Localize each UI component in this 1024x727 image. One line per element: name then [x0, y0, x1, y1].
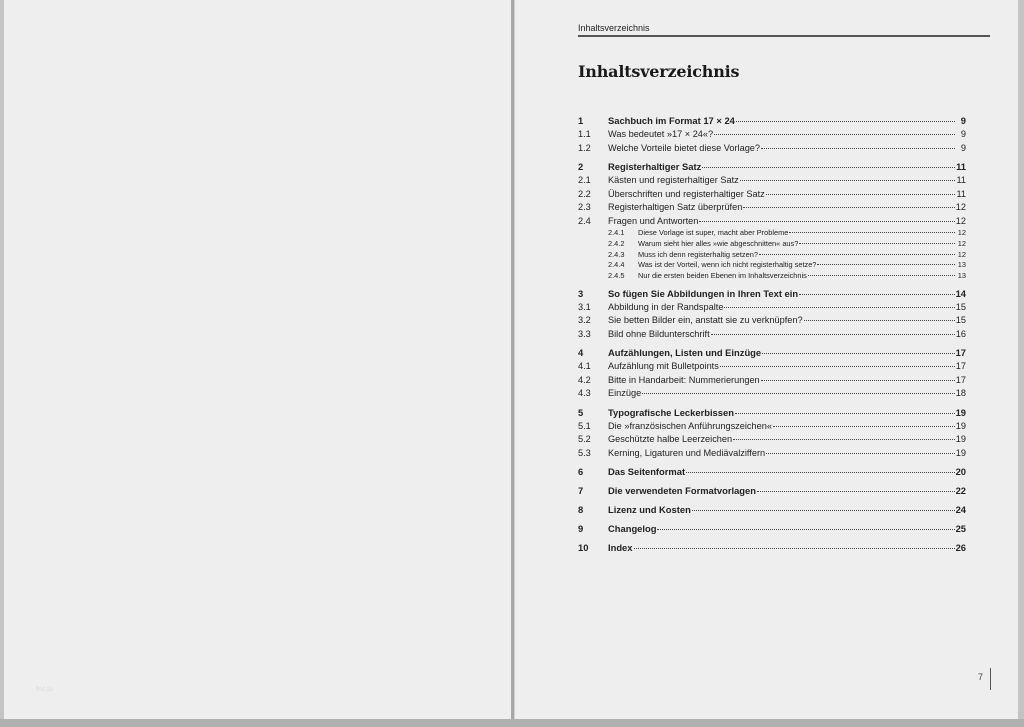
toc-entry-label: Index: [608, 542, 633, 554]
toc-entry-page: 19: [955, 447, 966, 458]
toc-entry-label: Fragen und Antworten: [608, 215, 699, 226]
toc-entry-page: 17: [955, 347, 966, 359]
toc-entry-page: 19: [955, 406, 966, 418]
toc-entry-label: Registerhaltigen Satz überprüfen: [608, 202, 743, 212]
toc-entry-label: Die verwendeten Formatvorlagen: [608, 485, 756, 497]
toc-entry-page: 9: [960, 129, 966, 139]
toc-entry-page: 12: [955, 202, 966, 212]
toc-leader-dots: [808, 274, 955, 276]
viewer-bottom-bar: [0, 719, 1024, 727]
toc-entry-number: 2.2: [578, 188, 591, 199]
toc-leader-dots: [714, 133, 955, 135]
toc-entry-label: Aufzählungen, Listen und Einzüge: [608, 347, 762, 359]
toc-entry[interactable]: [578, 541, 966, 555]
page-number-rule: [990, 668, 991, 690]
page-number: 7: [978, 672, 984, 682]
toc-leader-dots: [762, 352, 954, 354]
toc-entry[interactable]: [578, 346, 966, 360]
toc-entry-page: 13: [957, 260, 966, 270]
toc-leader-dots: [692, 509, 955, 511]
toc-entry[interactable]: [578, 142, 966, 156]
toc-leader-dots: [773, 425, 955, 427]
toc-entry[interactable]: [578, 250, 966, 261]
toc-entry-page: 19: [955, 434, 966, 445]
toc-entry[interactable]: [578, 522, 966, 536]
toc-entry-number: 5.3: [578, 447, 591, 458]
toc-leader-dots: [657, 528, 954, 530]
toc-entry[interactable]: [578, 406, 966, 420]
toc-entry-page: 19: [955, 420, 966, 431]
toc-entry-page: 20: [955, 466, 966, 478]
toc-entry[interactable]: [578, 201, 966, 215]
toc-leader-dots: [702, 166, 955, 168]
toc-leader-dots: [711, 333, 955, 335]
toc-entry-page: 11: [956, 161, 966, 172]
toc-entry-label: Typografische Leckerbissen: [608, 406, 734, 418]
viewer-right-edge: [1018, 0, 1024, 719]
toc-entry[interactable]: [578, 447, 966, 461]
page-title: Inhaltsverzeichnis: [578, 62, 740, 81]
toc-entry-label: Sachbuch im Format 17 × 24: [608, 115, 735, 126]
toc-entry-label: Welche Vorteile bietet diese Vorlage?: [608, 142, 761, 153]
toc-entry[interactable]: [578, 174, 966, 188]
toc-entry-label: Sie betten Bilder ein, anstatt sie zu verknüpfen?: [608, 315, 803, 326]
toc-entry-label: Bild ohne Bildunterschrift: [608, 328, 710, 339]
toc-entry-number: 3.2: [578, 315, 591, 326]
toc-entry-label: Bitte in Handarbeit: Nummerierungen: [608, 374, 760, 385]
toc-entry[interactable]: [578, 387, 966, 401]
toc-entry-page: 12: [957, 249, 966, 259]
toc-entry-page: 15: [955, 301, 966, 312]
toc-entry-number: 1.1: [578, 129, 591, 139]
toc-entry-number: 2.4: [578, 215, 591, 226]
toc-entry-number: 4.1: [578, 361, 591, 372]
toc-leader-dots: [740, 179, 955, 181]
toc-entry-number: 2.4.1: [608, 228, 625, 237]
toc-group: [578, 465, 966, 479]
toc-entry-page: 16: [955, 328, 966, 339]
toc-entry[interactable]: [578, 215, 966, 229]
toc-entry-number: 4: [578, 347, 584, 359]
toc-entry-number: 1.2: [578, 142, 591, 153]
toc-group: [578, 484, 966, 498]
toc-entry-page: 17: [955, 361, 966, 372]
toc-leader-dots: [720, 365, 955, 367]
left-page: [4, 0, 513, 719]
toc-entry-page: 17: [955, 374, 966, 385]
toc-entry-page: 11: [956, 175, 966, 185]
toc-entry-number: 4.3: [578, 388, 591, 399]
toc-entry-page: 22: [955, 485, 966, 497]
toc-entry-page: 12: [957, 238, 966, 248]
toc-entry[interactable]: [578, 271, 966, 282]
toc-entry-label: Was bedeutet »17 × 24«?: [608, 129, 714, 139]
toc-group: [578, 541, 966, 555]
toc-entry[interactable]: [578, 287, 966, 301]
toc-entry[interactable]: [578, 188, 966, 202]
toc-entry-page: 12: [955, 215, 966, 226]
toc-leader-dots: [799, 293, 954, 295]
toc-entry-label: Muss ich denn registerhaltig setzen?: [638, 249, 758, 259]
toc-group: [578, 522, 966, 536]
toc-entry-page: 13: [957, 271, 966, 281]
toc-entry-number: 5.1: [578, 420, 591, 431]
toc-leader-dots: [699, 220, 954, 222]
toc-leader-dots: [733, 438, 955, 440]
toc-entry[interactable]: [578, 465, 966, 479]
toc-entry-page: 15: [955, 315, 966, 326]
toc-entry-page: 9: [960, 142, 966, 153]
toc-entry-number: 7: [578, 485, 584, 497]
toc-leader-dots: [789, 231, 955, 233]
toc-entry-number: 2.1: [578, 175, 591, 185]
toc-entry-label: Was ist der Vorteil, wenn ich nicht registerhaltig setze?: [638, 260, 817, 270]
toc-entry-number: 5: [578, 406, 584, 418]
toc-entry[interactable]: [578, 503, 966, 517]
toc-leader-dots: [757, 490, 955, 492]
toc-group: [578, 503, 966, 517]
toc-entry-number: 6: [578, 466, 584, 478]
toc-entry[interactable]: [578, 420, 966, 434]
toc-group: [578, 346, 966, 401]
toc-entry[interactable]: [578, 128, 966, 142]
toc-entry-number: 3.3: [578, 328, 591, 339]
watermark: fnz.ja: [36, 686, 53, 693]
toc-group: [578, 160, 966, 282]
toc-leader-dots: [761, 379, 955, 381]
toc-entry-page: 25: [955, 523, 966, 535]
toc-entry-label: Überschriften und registerhaltiger Satz: [608, 188, 765, 199]
toc-entry-number: 3.1: [578, 301, 591, 312]
toc-entry-label: Lizenz und Kosten: [608, 504, 691, 516]
toc-entry-label: So fügen Sie Abbildungen in Ihren Text ein: [608, 287, 799, 299]
toc-entry[interactable]: [578, 328, 966, 342]
toc-entry-page: 24: [955, 504, 966, 516]
toc-leader-dots: [735, 412, 955, 414]
toc-leader-dots: [761, 147, 955, 149]
toc-leader-dots: [759, 253, 955, 255]
toc-entry-number: 2.3: [578, 202, 591, 212]
toc-entry-number: 3: [578, 287, 584, 299]
toc-entry[interactable]: [578, 484, 966, 498]
toc-entry[interactable]: [578, 433, 966, 447]
toc-entry-page: 9: [960, 115, 966, 126]
toc-leader-dots: [817, 263, 955, 265]
toc-entry-page: 11: [956, 188, 966, 199]
toc-entry[interactable]: [578, 228, 966, 239]
toc-entry-label: Einzüge: [608, 388, 642, 399]
toc-entry[interactable]: [578, 160, 966, 174]
toc-entry[interactable]: [578, 374, 966, 388]
toc-entry-page: 26: [955, 542, 966, 554]
table-of-contents: [578, 114, 966, 560]
toc-entry-label: Kästen und registerhaltiger Satz: [608, 175, 739, 185]
toc-entry-label: Changelog: [608, 523, 657, 535]
toc-entry-number: 2: [578, 161, 584, 172]
toc-entry-number: 4.2: [578, 374, 591, 385]
running-header: Inhaltsverzeichnis: [578, 23, 990, 37]
toc-entry-label: Warum sieht hier alles »wie abgeschnitten« aus?: [638, 238, 799, 248]
toc-entry-label: Geschützte halbe Leerzeichen: [608, 434, 733, 445]
toc-leader-dots: [642, 392, 955, 394]
toc-entry-number: 8: [578, 504, 584, 516]
toc-leader-dots: [804, 319, 955, 321]
toc-group: [578, 406, 966, 461]
toc-entry-number: 9: [578, 523, 584, 535]
toc-entry-page: 18: [955, 388, 966, 399]
toc-entry-label: Aufzählung mit Bulletpoints: [608, 361, 719, 372]
toc-leader-dots: [686, 471, 954, 473]
toc-entry[interactable]: [578, 360, 966, 374]
toc-entry-label: Diese Vorlage ist super, macht aber Probleme: [638, 228, 789, 237]
toc-entry-number: 2.4.5: [608, 271, 625, 281]
toc-leader-dots: [766, 193, 955, 195]
toc-entry[interactable]: [578, 314, 966, 328]
toc-group: [578, 114, 966, 155]
toc-entry-label: Die »französischen Anführungszeichen«: [608, 420, 772, 431]
toc-leader-dots: [766, 452, 955, 454]
toc-leader-dots: [799, 242, 955, 244]
toc-entry[interactable]: [578, 239, 966, 250]
toc-entry-label: Das Seitenformat: [608, 466, 686, 478]
toc-leader-dots: [743, 206, 954, 208]
toc-entry-number: 1: [578, 115, 584, 126]
toc-entry-number: 2.4.3: [608, 249, 625, 259]
toc-entry-label: Abbildung in der Randspalte: [608, 301, 724, 312]
toc-entry-label: Registerhaltiger Satz: [608, 161, 702, 172]
toc-entry-number: 5.2: [578, 434, 591, 445]
toc-entry-number: 10: [578, 542, 589, 554]
toc-entry-number: 2.4.2: [608, 238, 625, 248]
toc-entry[interactable]: [578, 301, 966, 315]
toc-group: [578, 287, 966, 342]
toc-entry-label: Nur die ersten beiden Ebenen im Inhaltsverzeichnis: [638, 271, 807, 281]
toc-leader-dots: [724, 306, 954, 308]
toc-leader-dots: [634, 547, 955, 549]
toc-leader-dots: [736, 120, 955, 122]
toc-entry-label: Kerning, Ligaturen und Mediävalziffern: [608, 447, 766, 458]
toc-entry-page: 14: [955, 287, 966, 299]
toc-entry[interactable]: [578, 114, 966, 128]
toc-entry-number: 2.4.4: [608, 260, 625, 270]
toc-entry[interactable]: [578, 260, 966, 271]
toc-entry-page: 12: [957, 228, 966, 237]
